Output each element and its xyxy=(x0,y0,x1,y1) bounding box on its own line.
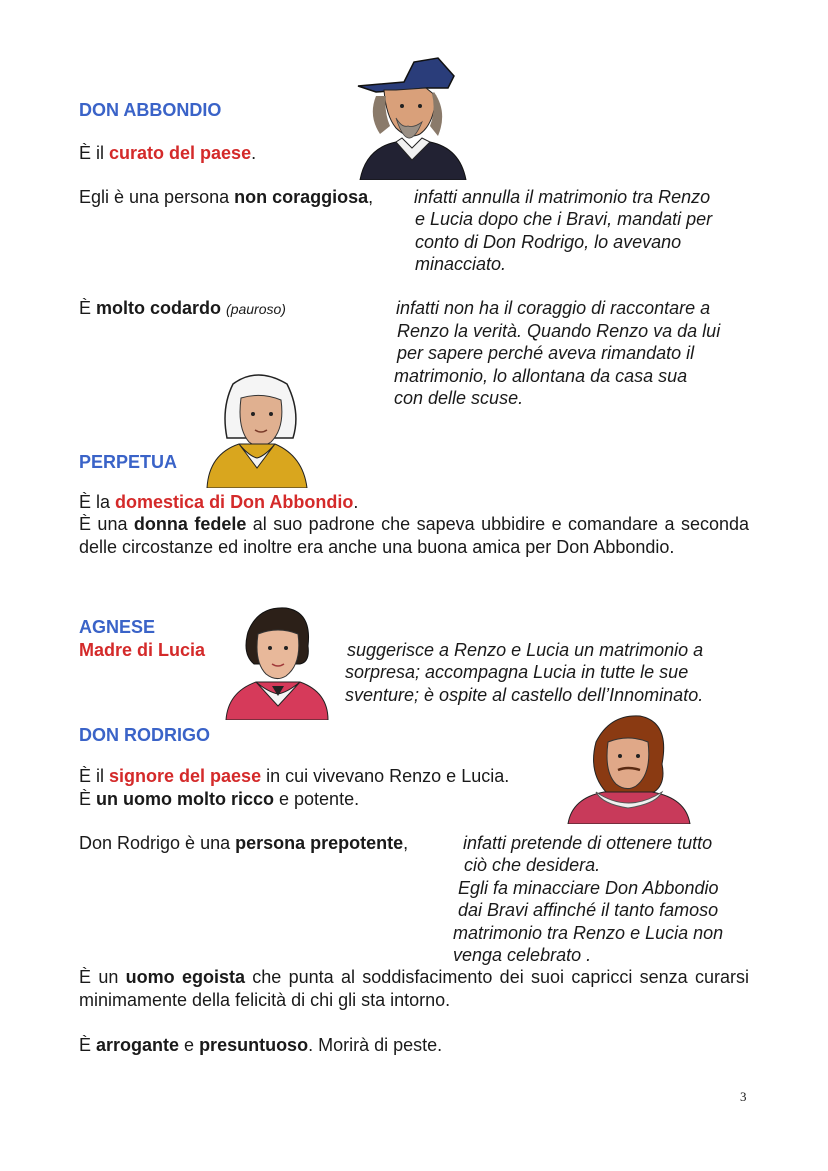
page-number: 3 xyxy=(740,1089,747,1104)
don-rodrigo-signore-line: È il signore del paese in cui vivevano Renzo e Lucia. xyxy=(79,766,510,786)
codardo-explanation-1: infatti non ha il coraggio di raccontare a xyxy=(396,298,711,318)
don-rodrigo-ricco-line: È un uomo molto ricco e potente. xyxy=(79,789,360,809)
prepotente-explanation-5: matrimonio tra Renzo e Lucia non xyxy=(453,923,724,943)
signore-highlight: signore del paese xyxy=(109,766,262,786)
codardo-explanation-3: per sapere perché aveva rimandato il xyxy=(397,343,695,363)
don-abbondio-curato-line: È il curato del paese. xyxy=(79,143,257,163)
coraggio-explanation-1: infatti annulla il matrimonio tra Renzo xyxy=(414,187,711,207)
don-abbondio-non-coraggiosa: Egli è una persona non coraggiosa, xyxy=(79,187,374,207)
codardo-explanation-5: con delle scuse. xyxy=(394,388,524,408)
prepotente-explanation-6: venga celebrato . xyxy=(453,945,592,965)
curato-del-paese-highlight: curato del paese xyxy=(109,143,252,163)
don-rodrigo-portrait xyxy=(566,712,692,824)
agnese-subtitle: Madre di Lucia xyxy=(79,640,206,660)
heading-perpetua: PERPETUA xyxy=(79,452,178,472)
prepotente-explanation-3: Egli fa minacciare Don Abbondio xyxy=(458,878,719,898)
prepotente-explanation-4: dai Bravi affinché il tanto famoso xyxy=(458,900,719,920)
agnese-description-1: suggerisce a Renzo e Lucia un matrimonio a xyxy=(347,640,704,660)
prepotente-explanation-1: infatti pretende di ottenere tutto xyxy=(463,833,713,853)
coraggio-explanation-3: conto di Don Rodrigo, lo avevano xyxy=(415,232,682,252)
heading-agnese: AGNESE xyxy=(79,617,156,637)
coraggio-explanation-4: minacciato. xyxy=(415,254,507,274)
don-rodrigo-arrogante: È arrogante e presuntuoso. Morirà di peste. xyxy=(79,1035,443,1055)
don-abbondio-codardo: È molto codardo (pauroso) xyxy=(79,298,286,318)
agnese-portrait xyxy=(224,602,330,720)
codardo-explanation-4: matrimonio, lo allontana da casa sua xyxy=(394,366,688,386)
heading-don-abbondio: DON ABBONDIO xyxy=(79,100,222,120)
codardo-explanation-2: Renzo la verità. Quando Renzo va da lui xyxy=(397,321,721,341)
perpetua-domestica-line: È la domestica di Don Abbondio. xyxy=(79,492,359,512)
coraggio-explanation-2: e Lucia dopo che i Bravi, mandati per xyxy=(415,209,713,229)
prepotente-explanation-2: ciò che desidera. xyxy=(464,855,601,875)
agnese-description-3: sventure; è ospite al castello dell’Innominato. xyxy=(345,685,704,705)
perpetua-description: È una donna fedele al suo padrone che sapeva ubbidire e comandare a seconda delle circostanze ed inoltre era anche una buona amica per Don Abbondio. xyxy=(79,514,750,557)
don-rodrigo-prepotente-line: Don Rodrigo è una persona prepotente, xyxy=(79,833,409,853)
domestica-highlight: domestica di Don Abbondio xyxy=(115,492,354,512)
perpetua-portrait xyxy=(205,372,309,488)
heading-don-rodrigo: DON RODRIGO xyxy=(79,725,211,745)
don-abbondio-portrait xyxy=(356,56,468,180)
don-rodrigo-egoista: È un uomo egoista che punta al soddisfacimento dei suoi capricci senza curarsi minimamente della felicità di chi gli sta intorno. xyxy=(79,967,750,1010)
agnese-description-2: sorpresa; accompagna Lucia in tutte le sue xyxy=(345,662,689,682)
